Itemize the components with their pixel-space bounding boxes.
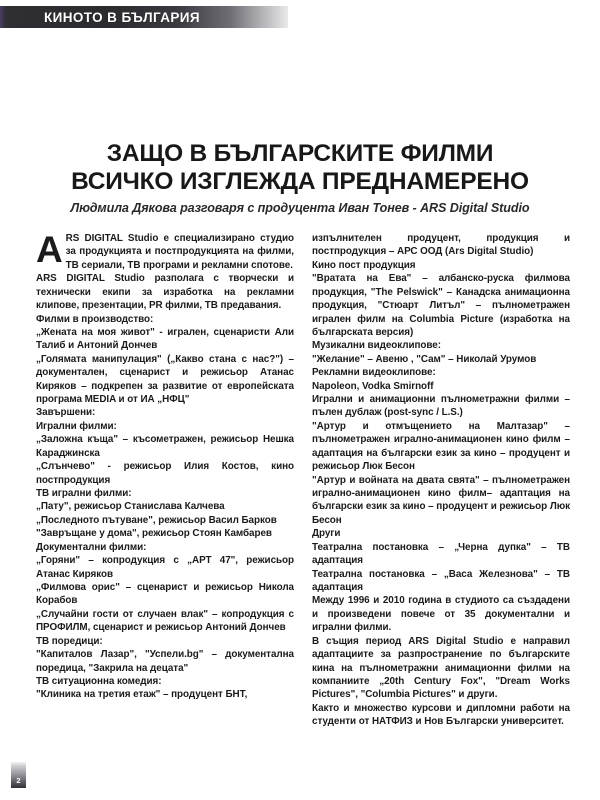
paragraph: Филми в производство: [36, 313, 154, 325]
paragraph: Музикални видеоклипове: [312, 340, 441, 352]
paragraph: „Последното пътуване", режисьор Васил Барков [36, 514, 277, 526]
headline-line-1: ЗАЩО В БЪЛГАРСКИТЕ ФИЛМИ [106, 140, 494, 167]
article-byline: Людмила Дякова разговаря с продуцента Иван Тонев - ARS Digital Studio [70, 200, 530, 215]
page-number: 2 [16, 775, 21, 785]
paragraph: Както и множество курсови и дипломни работи на студенти от НАТФИЗ и Нов Български университет. [312, 702, 570, 728]
paragraph: "Желание" – Авеню , "Сам" – Николай Урумов [312, 353, 537, 365]
paragraph: „Случайни гости от случаен влак" – копродукция с ПРОФИЛМ, сценарист и режисьор Антоний Дончев [36, 608, 294, 634]
paragraph: „Жената на моя живот" - игрален, сценаристи Али Талиб и Антоний Дончев [36, 326, 294, 352]
paragraph: "Вратата на Ева" – албанско-руска филмова продукция, "The Pelswick" – Канадска анимационна продукция, "Стюарт Литъл" – пълнометражен игрален филм на Columbia Picture (изработка на българската версия) [312, 273, 570, 338]
paragraph: ARS DIGITAL Studio е специализирано студио за продукцията и постпродукцията на филми, ТВ сериали, ТВ програми и рекламни спотове. [36, 229, 294, 271]
paragraph: „Заложна къща" – късометражен, режисьор Нешка Караджинска [36, 434, 294, 459]
paragraph: Napoleon, Vodka Smirnoff [312, 380, 434, 392]
paragraph: "Артур и войната на двата свята" – пълнометражен игрално-анимационен кино филм– адаптация на български език за кино – продуцент и режисьор Люк Бесон [312, 474, 570, 526]
paragraph: ТВ ситуационна комедия: [36, 675, 162, 687]
paragraph: „Горяни" – копродукция с „АРТ 47", режисьор Атанас Киряков [36, 555, 294, 580]
paragraph: В същия период ARS Digital Studio е направил адаптациите за разпространение по българските кина на пълнометражни анимационни филми на компаниите „20th Century Fox", "Dream Works Pictures", "Columbia Pictures" и други. [312, 635, 570, 701]
paragraph: Други [312, 528, 341, 540]
paragraph: „Филмова орис" – сценарист и режисьор Никола Корабов [36, 581, 294, 607]
paragraph: "Артур и отмъщението на Малтазар" – пълнометражен игрално-анимационен кино филм – адаптация на български език за кино – продуцент и режисьор Люк Бесон [312, 420, 570, 473]
article-headline [30, 140, 570, 215]
headline-line-2: ВСИЧКО ИЗГЛЕЖДА ПРЕДНАМЕРЕНО [71, 167, 529, 195]
left-column [36, 229, 294, 729]
paragraph: "Клиника на третия етаж" – продуцент БНТ, [36, 689, 248, 701]
paragraph: „Пату", режисьор Станислава Калчева [36, 501, 225, 513]
paragraph: „Слънчево" - режисьор Илия Костов, кино постпродукция [36, 461, 294, 486]
paragraph: Игрални филми: [36, 420, 117, 432]
paragraph: ARS DIGITAL Studio разполага с творчески и технически екипи за изработка на рекламни клипове, презентации, PR филми, ТВ предавания. [36, 273, 294, 312]
paragraph: „Голямата манипулация" („Какво стана с нас?") – документален, сценарист и режисьор Атанас Киряков – подкрепен за развитие от европейската програма MEDIA и от ИА „НФЦ" [36, 353, 294, 406]
paragraph: Игрални и анимационни пълнометражни филми – пълен дублаж (post-sync / L.S.) [312, 394, 570, 419]
paragraph: ТВ игрални филми: [36, 488, 132, 500]
article-body [36, 229, 570, 729]
paragraph: Театрална постановка – „Черна дупка" – ТВ адаптация [312, 541, 570, 567]
paragraph: Театрална постановка – „Васа Железнова" – ТВ адаптация [312, 568, 570, 593]
page-number-tab [11, 762, 26, 788]
section-header-bar [0, 6, 288, 28]
paragraph: "Завръщане у дома", режисьор Стоян Камбарев [36, 528, 272, 540]
paragraph: ТВ поредици: [36, 635, 103, 647]
paragraph: Документални филми: [36, 541, 147, 553]
paragraph: "Капиталов Лазар", "Успели.bg" – документална поредица, "Закрила на децата" [36, 649, 294, 674]
paragraph: Рекламни видеоклипове: [312, 367, 436, 379]
paragraph: изпълнителен продуцент, продукция и постпродукция – АРС ООД (Ars Digital Studio) [312, 233, 570, 258]
paragraph: Завършени: [36, 407, 96, 419]
right-column [312, 232, 570, 729]
paragraph: Кино пост продукция [312, 259, 416, 271]
paragraph: Между 1996 и 2010 година в студиото са създадени и произведени повече от 35 документални и игрални филми. [312, 595, 570, 634]
section-header-label: КИНОТО В БЪЛГАРИЯ [44, 9, 201, 25]
